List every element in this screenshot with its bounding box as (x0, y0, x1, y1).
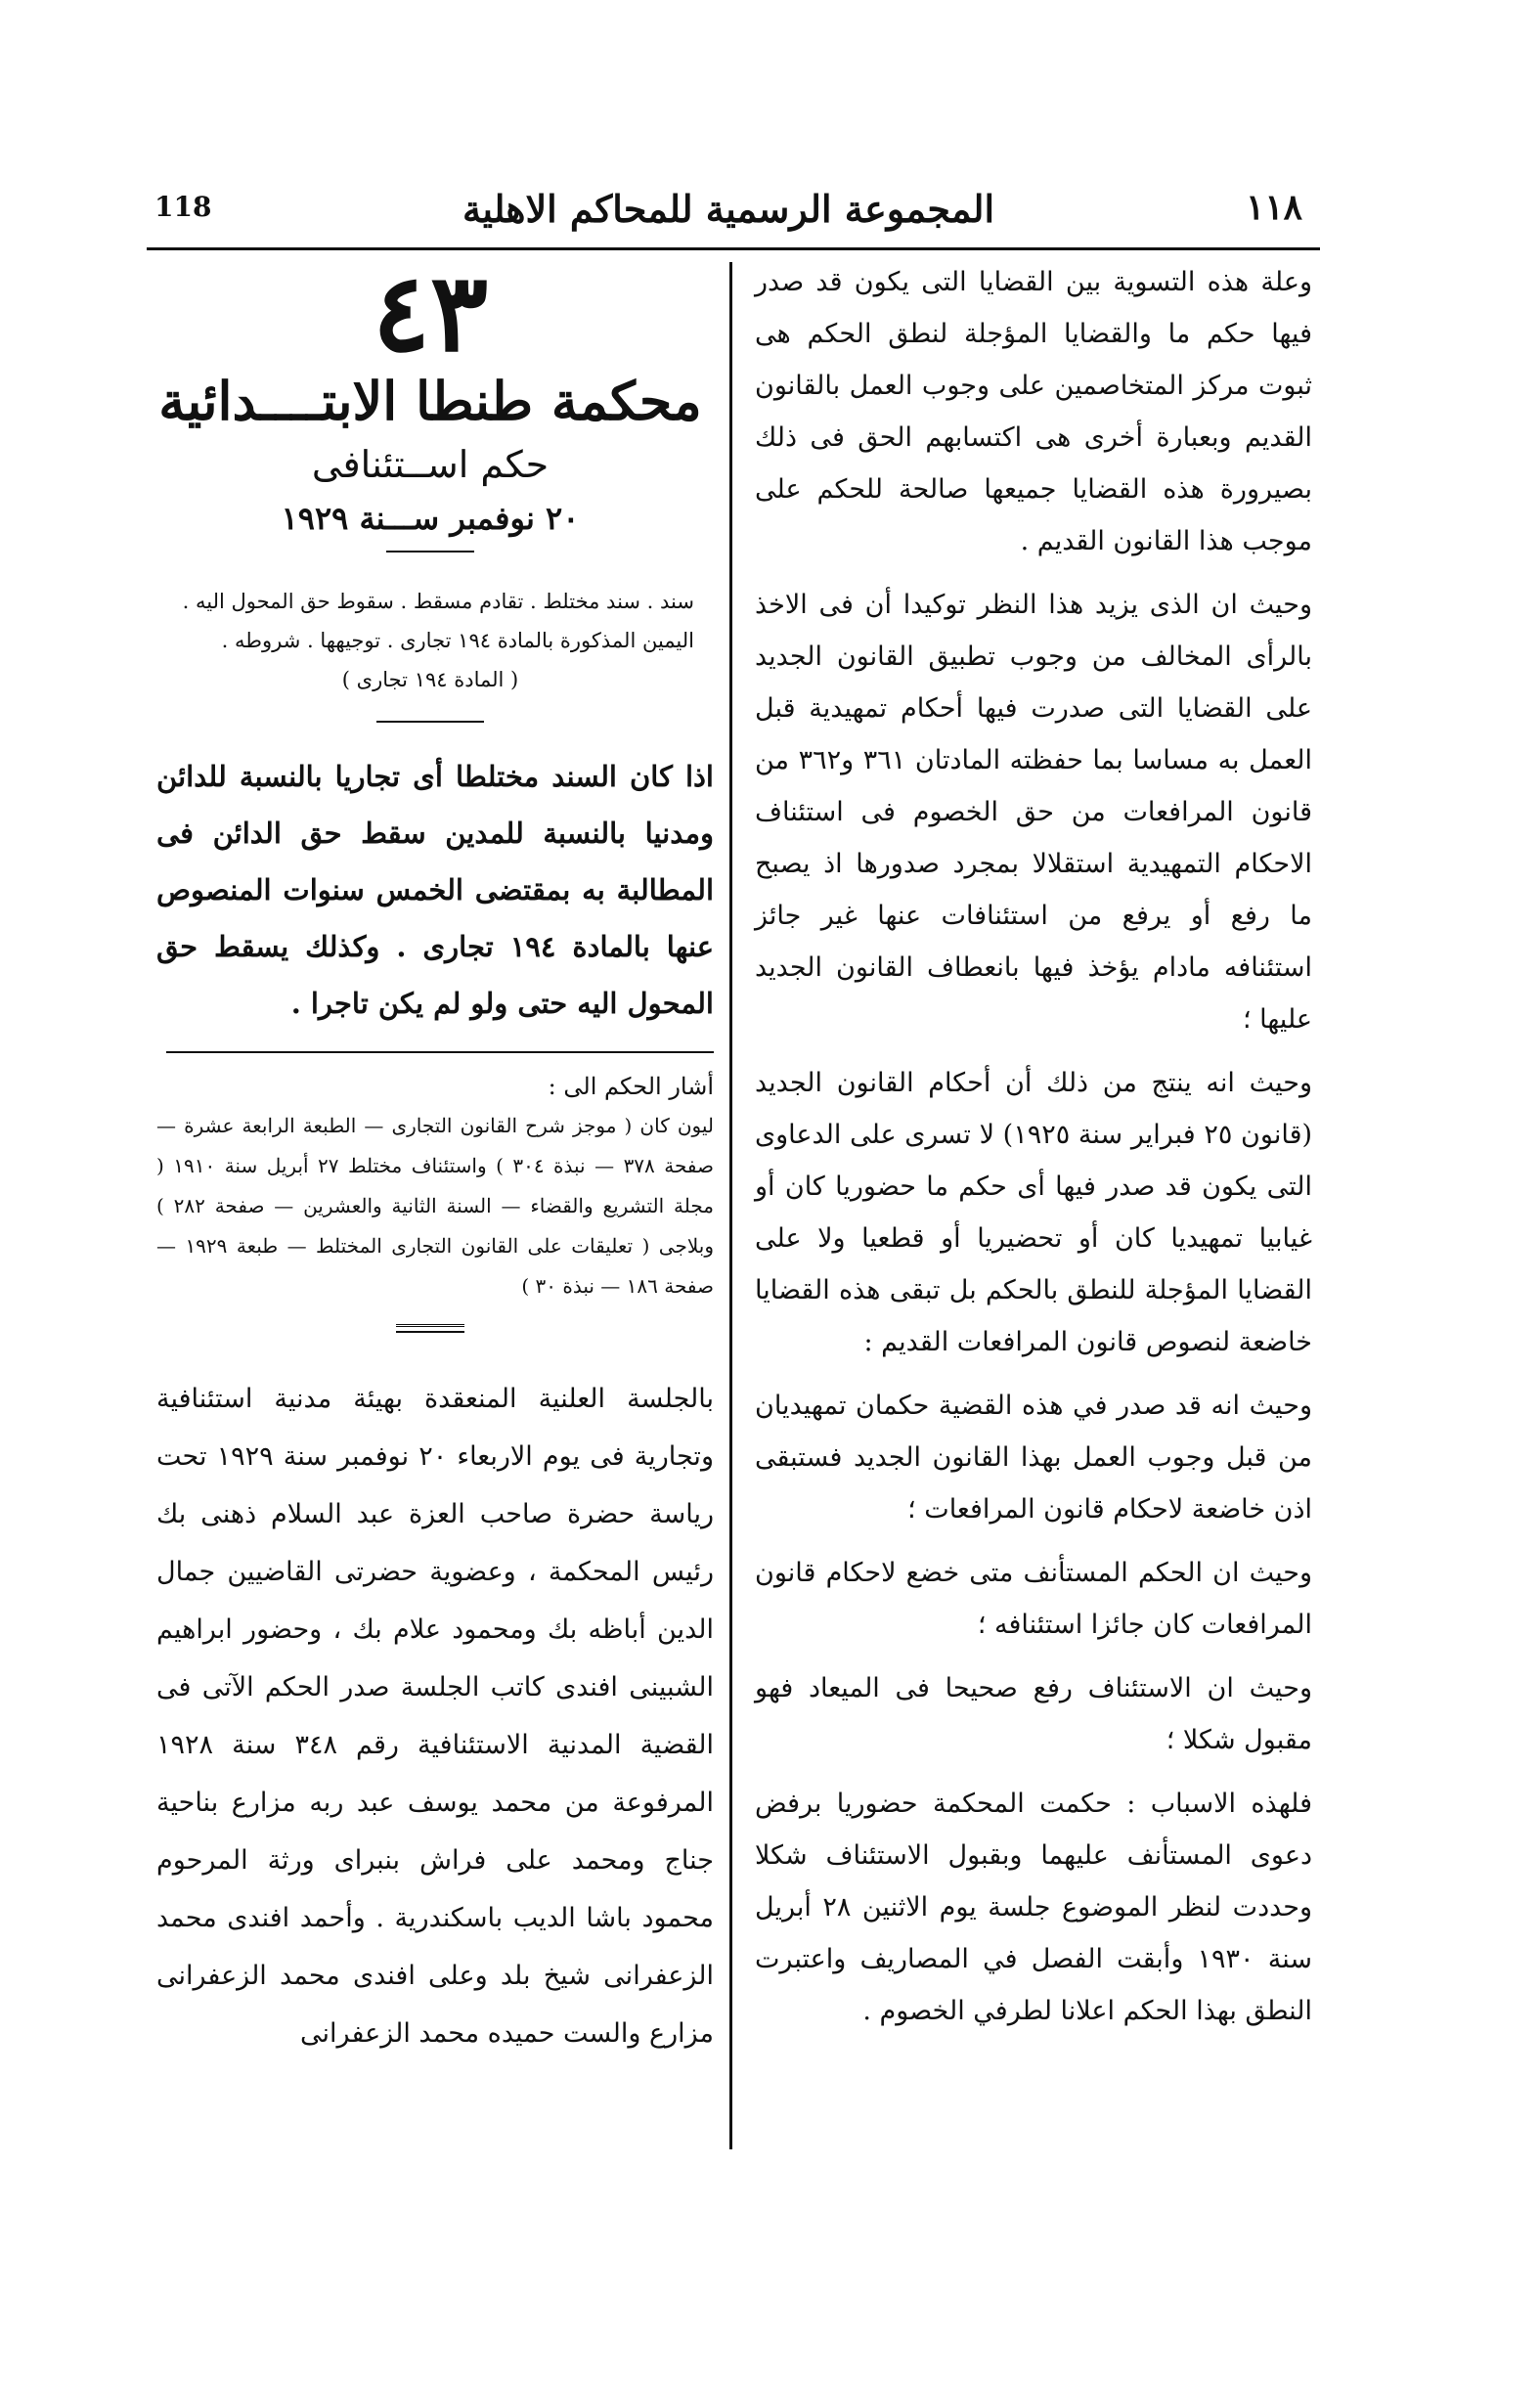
divider (386, 551, 474, 553)
keyword-line: سند . سند مختلط . تقادم مسقط . سقوط حق المحول اليه . (182, 590, 694, 613)
paragraph: وحيث ان الذى يزيد هذا النظر توكيدا أن فى الاخذ بالرأى المخالف من وجوب تطبيق القانون الجديد على القضايا التى صدرت فيها أحكام تمهيدية قبل العمل به مساسا بما حفظته المادتان ٣٦١ و٣٦٢ من قانون المرافعات من حق الخصوم فى استئناف الاحكام التمهيدية استقلالا بمجرد صدورها اذ يصبح ما رفع أو يرفع من استئنافات عنها غير جائز استئنافه مادام يؤخذ فيها بانعطاف القانون الجديد عليها ؛ (755, 590, 1312, 1035)
page-number-latin: 118 (154, 191, 212, 223)
paragraph: وحيث ان الاستئناف رفع صحيحا فى الميعاد فهو مقبول شكلا ؛ (755, 1673, 1312, 1755)
references: ليون كان ( موجز شرح القانون التجارى — الطبعة الرابعة عشرة — صفحة ٣٧٨ — نبذة ٣٠٤ ) واستئناف مختلط ٢٧ أبريل سنة ١٩١٠ ( مجلة التشريع والقضاء — السنة الثانية والعشرين — صفحة ٢٨٢ ) وبلاجى ( تعليقات على القانون التجارى المختلط — طبعة ١٩٢٩ — صفحة ١٨٦ — نبذة ٣٠ ) (156, 1114, 715, 1298)
case-number: ٤٣ (372, 249, 489, 376)
keyword-line: ( المادة ١٩٤ تجارى ) (341, 668, 519, 691)
keyword-line: اليمين المذكورة بالمادة ١٩٤ تجارى . توجيهها . شروطه . (221, 629, 694, 652)
session-text: بالجلسة العلنية المنعقدة بهيئة مدنية استئنافية وتجارية فى يوم الاربعاء ٢٠ نوفمبر سنة ١٩٢٩ تحت رياسة حضرة صاحب العزة عبد السلام ذهنى بك رئيس المحكمة ، وعضوية حضرتى القاضيين جمال الدين أباظه بك ومحمود علام بك ، وحضور ابراهيم الشبينى افندى كاتب الجلسة صدر الحكم الآتى فى القضية المدنية الاستئنافية رقم ٣٤٨ سنة ١٩٢٨ المرفوعة من محمد يوسف عبد ربه مزارع بناحية جناج ومحمد على فراش بنبراى ورثة المرحوم محمود باشا الديب باسكندرية . وأحمد افندى محمد الزعفرانى شيخ بلد وعلى افندى محمد الزعفرانى مزارع والست حميده محمد الزعفرانى (156, 1384, 714, 2049)
judgment-type: حكم اســتئنافى (311, 443, 550, 486)
divider (166, 1051, 714, 1053)
keywords-block (166, 582, 694, 699)
left-column (147, 249, 715, 2062)
page-number-arabic: ١١٨ (1245, 187, 1302, 228)
column-divider (729, 262, 732, 2149)
paragraph: وحيث انه قد صدر في هذه القضية حكمان تمهيديان من قبل وجوب العمل بهذا القانون الجديد فستبقى اذن خاضعة لاحكام قانون المرافعات ؛ (755, 1391, 1312, 1525)
paragraph: وحيث ان الحكم المستأنف متى خضع لاحكام قانون المرافعات كان جائزا استئنافه ؛ (755, 1558, 1312, 1640)
right-column (755, 256, 1312, 2049)
double-divider (396, 1324, 464, 1333)
divider (376, 721, 484, 723)
running-title: المجموعة الرسمية للمحاكم الاهلية (462, 187, 995, 231)
judgment-date: ٢٠ نوفمبر ســـنة ١٩٢٩ (281, 500, 580, 537)
paragraph: وعلة هذه التسوية بين القضايا التى يكون قد صدر فيها حكم ما والقضايا المؤجلة لنطق الحكم هى ثبوت مركز المتخاصمين على وجوب العمل بالقانون القديم وبعبارة أخرى هى اكتسابهم الحق فى ذلك بصيرورة هذه القضايا جميعها صالحة للحكم على موجب هذا القانون القديم . (755, 267, 1312, 556)
references-title: أشار الحكم الى : (548, 1073, 714, 1100)
legal-principle: اذا كان السند مختلطا أى تجاريا بالنسبة للدائن ومدنيا بالنسبة للمدين سقط حق الدائن فى المطالبة به بمقتضى الخمس سنوات المنصوص عنها بالمادة ١٩٤ تجارى . وكذلك يسقط حق المحول اليه حتى ولو لم يكن تاجرا . (156, 760, 715, 1020)
paragraph: وحيث انه ينتج من ذلك أن أحكام القانون الجديد (قانون ٢٥ فبراير سنة ١٩٢٥) لا تسرى على الدعاوى التى يكون قد صدر فيها أى حكم ما حضوريا كان أو غيابيا تمهيديا كان أو تحضيريا أو قطعيا ولا على القضايا المؤجلة للنطق بالحكم بل تبقى هذه القضايا خاضعة لنصوص قانون المرافعات القديم : (755, 1068, 1313, 1357)
header-rule (147, 247, 1320, 250)
paragraph: فلهذه الاسباب : حكمت المحكمة حضوريا برفض دعوى المستأنف عليهما وبقبول الاستئناف شكلا وحددت لنظر الموضوع جلسة يوم الاثنين ٢٨ أبريل سنة ١٩٣٠ وأبقت الفصل في المصاريف واعتبرت النطق بهذا الحكم اعلانا لطرفي الخصوم . (755, 1789, 1312, 2026)
court-name: محكمة طنطا الابتــــدائية (158, 370, 702, 432)
page-header (137, 181, 1320, 249)
